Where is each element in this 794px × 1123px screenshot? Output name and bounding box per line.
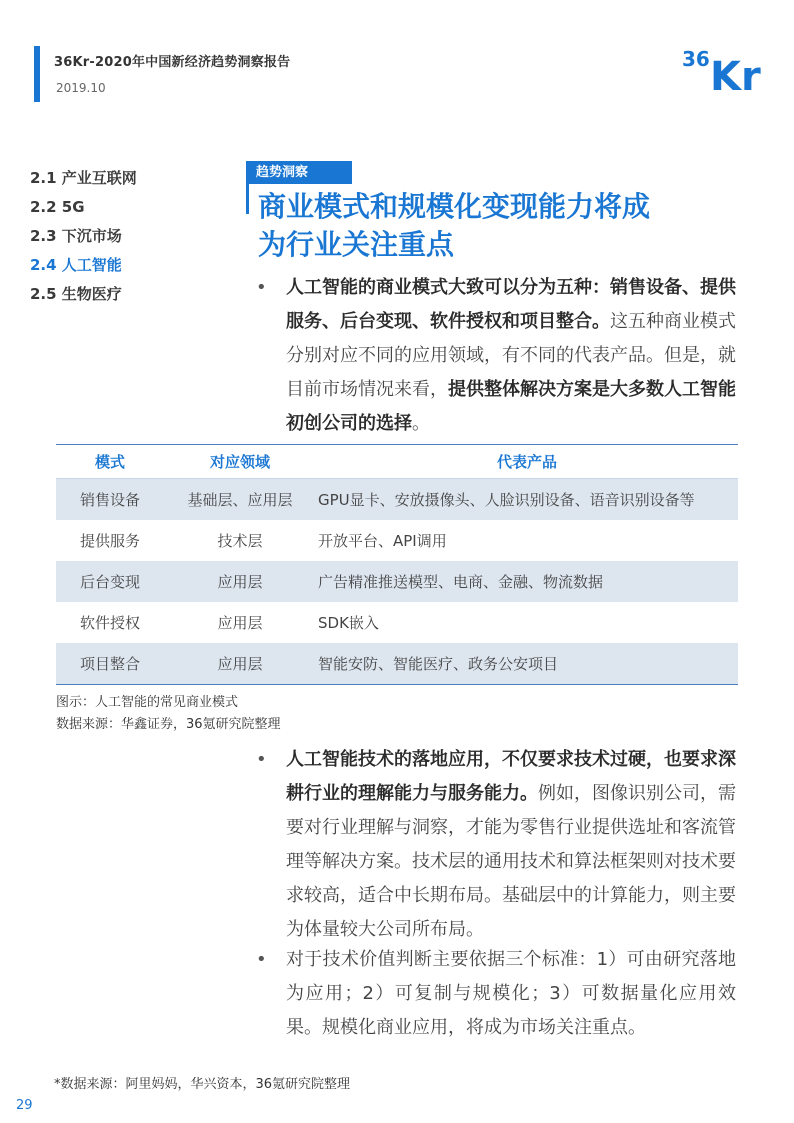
cell-field: 应用层 [217, 614, 263, 632]
bullet-technology-application [256, 743, 736, 947]
bullet-bold-text: 提供整体解决方案是大多数人工智能初创公司的选择 [286, 379, 736, 434]
table-header-row [56, 445, 738, 479]
cell-field: 应用层 [217, 655, 263, 673]
bullet-text: 这五种商业模式分别对应不同的应用领域，有不同的代表产品。但是，就目前市场情况来看， [286, 311, 736, 400]
cell-mode: 提供服务 [79, 532, 140, 550]
bullet-bold-text: 人工智能的商业模式大致可以分为五种：销售设备、提供服务、后台变现、软件授权和项目整合。 [286, 277, 736, 332]
bullet-bold-text: 人工智能技术的落地应用，不仅要求技术过硬，也要求深耕行业的理解能力与服务能力。 [286, 749, 736, 804]
cell-product: 智能安防、智能医疗、政务公安项目 [318, 655, 559, 673]
table-of-contents [30, 167, 137, 312]
header-accent-bar [34, 46, 40, 102]
column-header-mode: 模式 [94, 453, 125, 471]
data-source-footnote: *数据来源：阿里妈妈，华兴资本，36氪研究院整理 [54, 1077, 351, 1092]
bullet-paragraph [256, 271, 736, 441]
figure-caption [56, 692, 281, 736]
report-title: 36Kr-2020年中国新经济趋势洞察报告 [54, 55, 291, 70]
business-model-table [56, 444, 738, 685]
bullet-paragraph [256, 943, 736, 1045]
toc-item-biomedical[interactable]: 2.5 生物医疗 [30, 285, 122, 303]
cell-field: 技术层 [217, 532, 263, 550]
toc-item-lower-tier-market[interactable]: 2.3 下沉市场 [30, 227, 122, 245]
column-header-field: 对应领域 [209, 453, 270, 471]
heading-line-2: 为行业关注重点 [258, 228, 455, 261]
section-tag: 趋势洞察 [248, 161, 352, 184]
heading-line-1: 商业模式和规模化变现能力将成 [258, 190, 651, 223]
column-header-product: 代表产品 [496, 453, 557, 471]
toc-item-industrial-internet[interactable]: 2.1 产业互联网 [30, 169, 137, 187]
cell-product: SDK嵌入 [318, 614, 379, 632]
bullet-text: 例如，图像识别公司，需要对行业理解与洞察，才能为零售行业提供选址和客流管理等解决方案。技术层的通用技术和算法框架则对技术要求较高，适合中长期布局。基础层中的计算能力，则主要为体量较大公司所布局。 [286, 783, 736, 940]
bullet-dot: • [256, 277, 267, 298]
cell-field: 应用层 [217, 573, 263, 591]
36kr-logo [682, 40, 764, 96]
cell-mode: 销售设备 [79, 491, 140, 509]
table-row [56, 643, 738, 684]
page-heading [258, 188, 738, 264]
logo-text-36: 36 [682, 47, 710, 71]
cell-mode: 项目整合 [79, 655, 140, 673]
report-date: 2019.10 [56, 81, 106, 95]
bullet-dot: • [256, 949, 267, 970]
bullet-dot: • [256, 749, 267, 770]
toc-item-5g[interactable]: 2.2 5G [30, 198, 85, 216]
table-row [56, 561, 738, 602]
logo-text-kr: Kr [710, 54, 761, 96]
cell-mode: 后台变现 [79, 573, 140, 591]
cell-field: 基础层、应用层 [187, 491, 293, 509]
table-row [56, 479, 738, 520]
figure-source: 数据来源：华鑫证券，36氪研究院整理 [56, 717, 281, 732]
bullet-business-models [256, 271, 736, 441]
cell-mode: 软件授权 [79, 614, 140, 632]
bullet-value-criteria [256, 943, 736, 1045]
cell-product: 广告精准推送模型、电商、金融、物流数据 [318, 573, 604, 591]
table-row [56, 602, 738, 643]
page-number: 29 [16, 1098, 33, 1113]
bullet-paragraph [256, 743, 736, 947]
cell-product: 开放平台、API调用 [318, 532, 447, 550]
figure-title: 图示：人工智能的常见商业模式 [56, 695, 239, 710]
bullet-text: 。 [412, 413, 430, 434]
toc-item-artificial-intelligence[interactable]: 2.4 人工智能 [30, 256, 122, 274]
cell-product: GPU显卡、安放摄像头、人脸识别设备、语音识别设备等 [318, 491, 695, 509]
table-row [56, 520, 738, 561]
bullet-text: 对于技术价值判断主要依据三个标准：1）可由研究落地为应用；2）可复制与规模化；3）可数据量化应用效果。规模化商业应用，将成为市场关注重点。 [286, 949, 736, 1038]
